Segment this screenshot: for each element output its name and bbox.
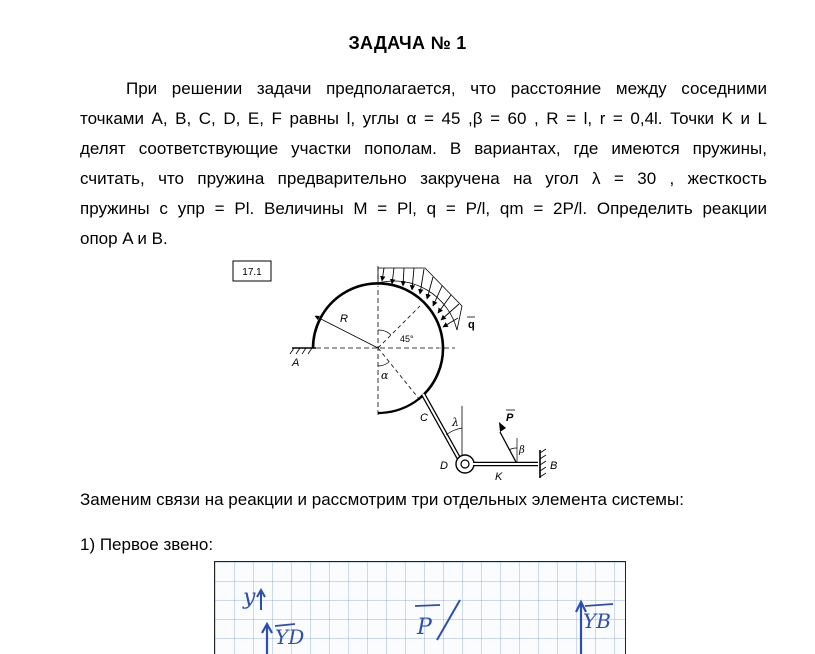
handwritten-sketch xyxy=(215,562,626,654)
paragraph-line: пружины с упр = Pl. Величины M = Pl, q = P/l, qm = 2P/l. Определить реакции xyxy=(80,199,767,218)
point-b-label: B xyxy=(550,460,558,472)
reaction-yd-label: YD xyxy=(275,625,305,649)
section-heading: 1) Первое звено: xyxy=(80,535,214,554)
after-figure-text: Заменим связи на реакции и рассмотрим три отдельных элемента системы: xyxy=(80,490,684,509)
problem-statement xyxy=(80,74,767,254)
lambda-arc xyxy=(446,428,462,435)
reaction-yb-label: YB xyxy=(583,609,611,633)
angle-alpha-arc xyxy=(378,362,389,366)
paragraph-line: делят соответствующие участки пополам. В вариантах, где имеются пружины, xyxy=(80,139,767,158)
variant-label: 17.1 xyxy=(242,267,262,278)
force-p-arrowhead xyxy=(499,422,506,432)
beta-arc xyxy=(509,448,517,450)
point-k-label: K xyxy=(495,471,503,483)
page-title: ЗАДАЧА № 1 xyxy=(348,33,467,53)
paragraph-line: опор A и B. xyxy=(80,229,168,248)
angle-45-arc xyxy=(378,330,391,335)
support-b-hatching xyxy=(540,449,546,477)
beta-label: β xyxy=(519,445,525,456)
paragraph-line: При решении задачи предполагается, что расстояние между соседними xyxy=(126,79,767,98)
lambda-label: λ xyxy=(452,416,459,429)
axis-y-label: y xyxy=(243,585,256,610)
support-a-hatching xyxy=(290,348,312,354)
force-p-line xyxy=(500,432,516,462)
handwritten-photo xyxy=(214,561,626,654)
point-d-label: D xyxy=(440,460,448,472)
force-p-label: P xyxy=(506,412,514,424)
radius-label: R xyxy=(340,313,348,325)
point-c-label: C xyxy=(420,412,428,424)
force-p-label-hw: P xyxy=(417,615,432,640)
load-q-label: q xyxy=(468,319,475,331)
paragraph-line: точками A, B, C, D, E, F равны l, углы α = 45 ,β = 60 , R = l, r = 0,4l. Точки K и L xyxy=(80,109,767,128)
rod-cd-inner xyxy=(423,394,462,464)
lower-arc xyxy=(378,398,420,413)
angle-alpha-label: α xyxy=(381,369,389,382)
point-a-label: A xyxy=(292,357,300,369)
joint-d-pin xyxy=(461,460,469,468)
force-p-line-hw xyxy=(437,600,460,640)
mechanics-diagram xyxy=(230,258,590,488)
paragraph-line: считать, что пружина предварительно закручена на угол λ = 30 , жесткость xyxy=(80,169,767,188)
reaction-yb-bar xyxy=(585,604,613,606)
angle-45-line xyxy=(378,306,420,348)
force-p-bar-hw xyxy=(415,605,440,606)
angle-45-label: 45° xyxy=(400,334,414,344)
